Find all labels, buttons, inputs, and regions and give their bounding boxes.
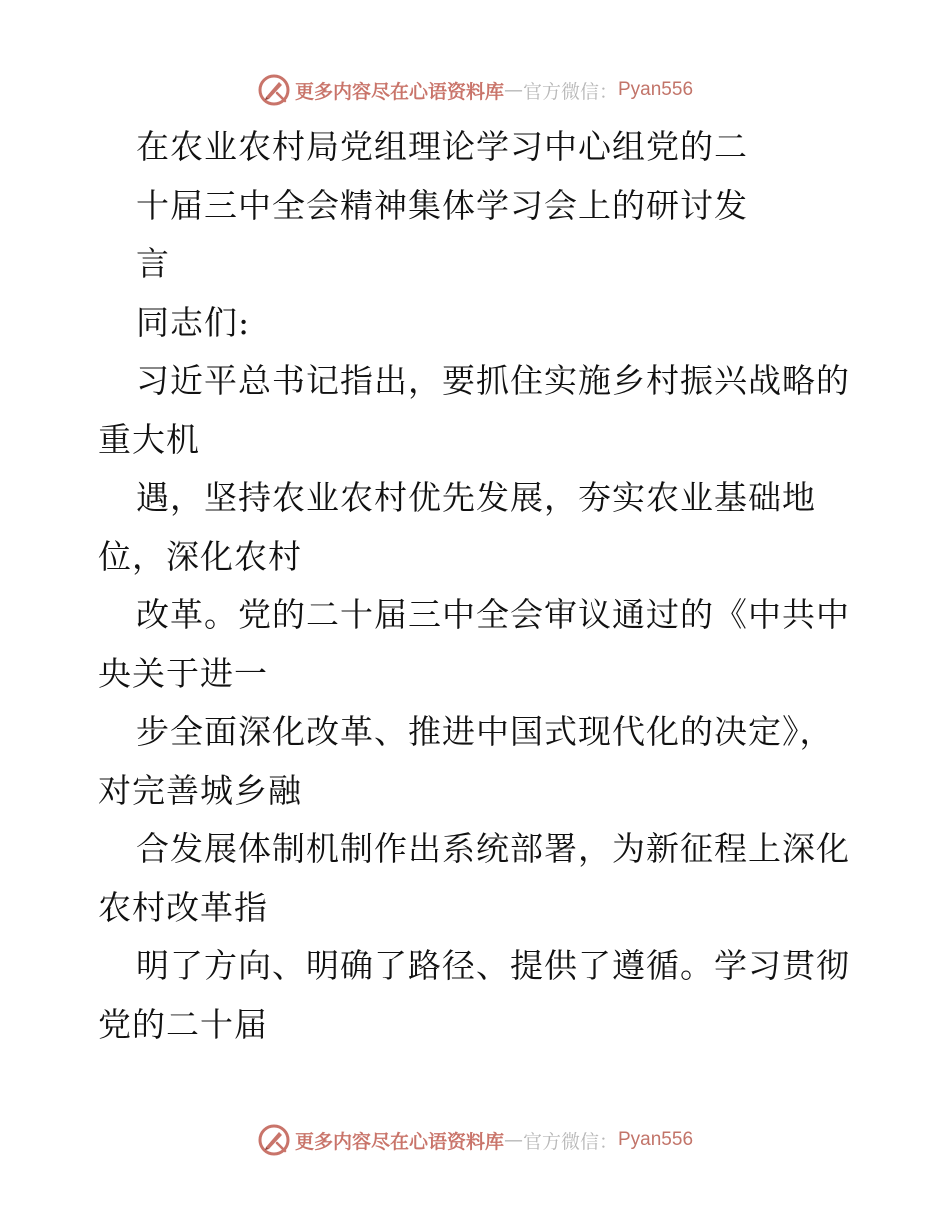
paragraph-line: 改革。党的二十届三中全会审议通过的《中共中 (136, 595, 850, 634)
watermark-main-text: 更多内容尽在心语资料库 (294, 1130, 504, 1153)
document-body (98, 118, 858, 1054)
paragraph-line: 明了方向、明确了路径、提供了遵循。学习贯彻 (136, 946, 850, 985)
watermark-handle: Pyan556 (618, 1129, 694, 1150)
paragraph-line: 合发展体制机制作出系统部署，为新征程上深化 (136, 829, 850, 868)
paragraph-line: 重大机 (98, 419, 200, 459)
paragraph-line: 对完善城乡融 (98, 770, 302, 810)
title-line-2: 十届三中全会精神集体学习会上的研讨发 (136, 185, 748, 225)
salutation: 同志们: (136, 302, 251, 342)
paragraph-line: 习近平总书记指出，要抓住实施乡村振兴战略的 (136, 361, 850, 400)
paragraph-line: 步全面深化改革、推进中国式现代化的决定》， (136, 712, 834, 751)
quill-pen-icon (257, 1123, 291, 1157)
watermark-contact-label: 官方微信： (522, 1130, 618, 1153)
paragraph-line: 农村改革指 (98, 887, 268, 927)
watermark-separator: — (503, 79, 523, 101)
paragraph-line: 位，深化农村 (98, 536, 302, 576)
footer-watermark (0, 1120, 950, 1160)
title-line-3: 言 (136, 244, 170, 283)
paragraph-line: 遇，坚持农业农村优先发展，夯实农业基础地 (136, 478, 816, 517)
title-line-1: 在农业农村局党组理论学习中心组党的二 (136, 127, 748, 166)
watermark-contact-label: 官方微信： (522, 80, 618, 103)
watermark-main-text: 更多内容尽在心语资料库 (294, 80, 504, 103)
watermark-handle: Pyan556 (618, 79, 694, 100)
quill-pen-icon (257, 73, 291, 107)
header-watermark (0, 70, 950, 110)
watermark-separator: — (503, 1129, 523, 1151)
paragraph-line: 央关于进一 (98, 653, 268, 693)
paragraph-line: 党的二十届 (98, 1004, 268, 1044)
